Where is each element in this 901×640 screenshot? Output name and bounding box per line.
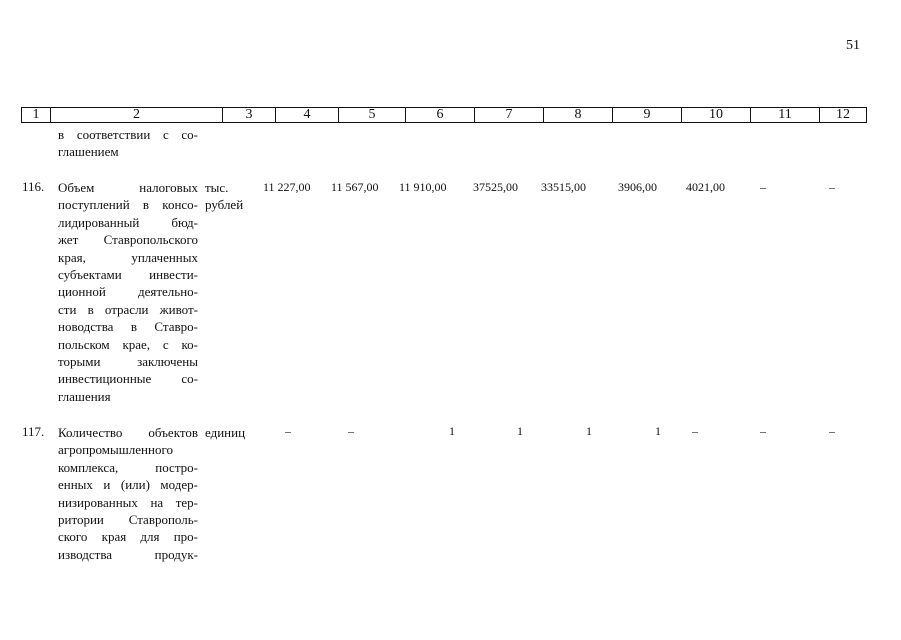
row-number-117: 117. (22, 424, 45, 439)
table-header-row (21, 107, 867, 123)
description-line: глашения (58, 388, 111, 404)
description-line: агропромышленного (58, 442, 173, 458)
row-116-col-7: 37525,00 (473, 180, 518, 194)
header-col-2: 2 (50, 108, 222, 122)
continuation-text (58, 126, 198, 161)
unit-line: рублей (205, 197, 244, 213)
header-col-1: 1 (32, 107, 40, 122)
header-col-10: 10 (681, 108, 750, 122)
row-116-unit (205, 179, 243, 214)
description-line: края, уплаченных (58, 249, 198, 265)
row-117-unit (205, 424, 245, 441)
description-line: лидированный бюд- (58, 214, 198, 230)
description-line: торыми заключены (58, 354, 198, 370)
header-col-7: 7 (474, 108, 543, 122)
header-col-3: 3 (222, 108, 275, 122)
description-line: ционной деятельно- (58, 284, 198, 300)
continuation-line: глашением (58, 144, 119, 160)
unit-line: тыс. (205, 180, 229, 195)
description-line: низированных на тер- (58, 494, 198, 510)
row-117-col-5: – (348, 424, 354, 438)
description-line: Объем налоговых (58, 180, 198, 195)
description-line: польском крае, с ко- (58, 336, 198, 352)
row-number-116: 116. (22, 179, 45, 194)
description-line: инвестиционные со- (58, 371, 198, 387)
row-117-col-6: 1 (449, 424, 455, 438)
row-117-description (58, 424, 198, 563)
row-116-col-11: – (760, 180, 766, 194)
header-col-9: 9 (612, 108, 681, 122)
description-line: Количество объектов (58, 425, 198, 440)
header-col-8: 8 (543, 108, 612, 122)
row-117-col-10: – (692, 424, 698, 438)
row-117-col-9: 1 (655, 424, 661, 438)
description-line: субъектами инвести- (58, 267, 198, 283)
description-line: изводства продук- (58, 546, 198, 562)
description-line: новодства в Ставро- (58, 319, 198, 335)
description-line: поступлений в консо- (58, 197, 198, 213)
page-number: 51 (846, 38, 860, 53)
header-col-11: 11 (750, 108, 819, 122)
row-117-col-4: – (285, 424, 291, 438)
continuation-line: в соответствии с со- (58, 127, 198, 142)
row-116-description (58, 179, 198, 405)
row-116-col-10: 4021,00 (686, 180, 725, 194)
description-line: комплекса, постро- (58, 459, 198, 475)
description-line: ритории Ставрополь- (58, 512, 198, 528)
row-117-col-7: 1 (517, 424, 523, 438)
header-col-5: 5 (338, 108, 405, 122)
row-116-col-8: 33515,00 (541, 180, 586, 194)
row-116-col-5: 11 567,00 (331, 180, 379, 194)
description-line: жет Ставропольского (58, 232, 198, 248)
description-line: сти в отрасли живот- (58, 301, 198, 317)
header-col-6: 6 (405, 108, 474, 122)
row-116-col-6: 11 910,00 (399, 180, 447, 194)
description-line: ского края для про- (58, 529, 198, 545)
row-116-col-4: 11 227,00 (263, 180, 311, 194)
header-col-12: 12 (819, 108, 866, 122)
row-117-col-11: – (760, 424, 766, 438)
row-116-col-12: – (829, 180, 835, 194)
row-117-col-12: – (829, 424, 835, 438)
description-line: енных и (или) модер- (58, 477, 198, 493)
row-116-col-9: 3906,00 (618, 180, 657, 194)
row-117-col-8: 1 (586, 424, 592, 438)
header-col-4: 4 (275, 108, 338, 122)
unit-line: единиц (205, 425, 246, 440)
